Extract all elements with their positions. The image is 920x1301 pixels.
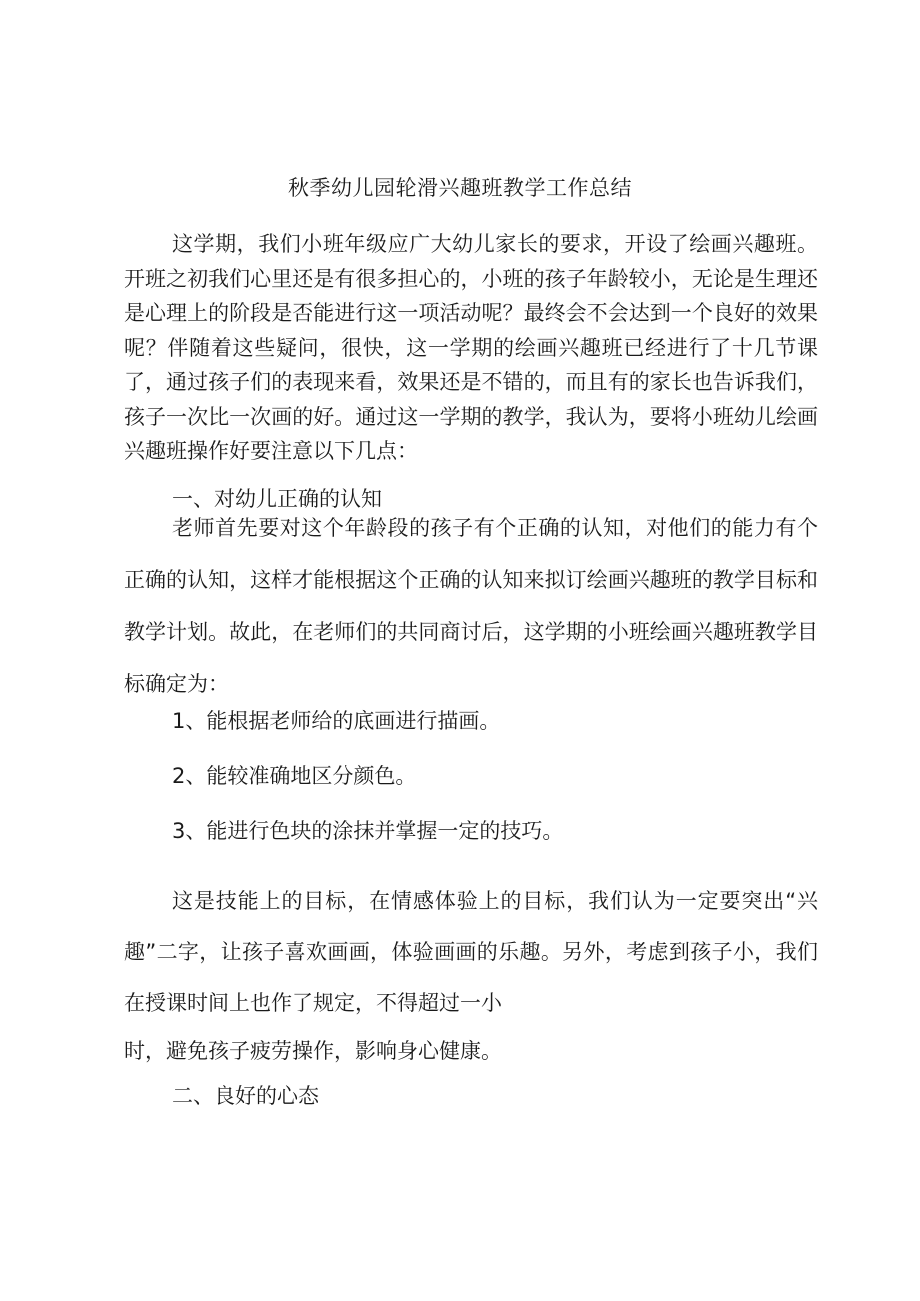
document-title: 秋季幼儿园轮滑兴趣班教学工作总结 xyxy=(288,176,632,200)
section-1-paragraph: 老师首先要对这个年龄段的孩子有个正确的认知，对他们的能力有个正确的认知，这样才能根据这个正确的认知来拟订绘画兴趣班的教学目标和教学计划。故此，在老师们的共同商讨后，这学期的小班绘画兴趣班教学目标确定为： xyxy=(124,516,818,696)
section-heading-1: 一、对幼儿正确的认知 xyxy=(172,487,382,511)
goal-item-2: 2、能较准确地区分颜色。 xyxy=(172,764,417,788)
goal-item-1: 1、能根据老师给的底画进行描画。 xyxy=(172,709,501,733)
section-heading-2: 二、良好的心态 xyxy=(172,1084,319,1108)
section-1-followup-tail: 时，避免孩子疲劳操作，影响身心健康。 xyxy=(124,1039,502,1063)
goal-item-3: 3、能进行色块的涂抹并掌握一定的技巧。 xyxy=(172,819,564,843)
section-1-followup-paragraph: 这是技能上的目标，在情感体验上的目标，我们认为一定要突出“兴趣”二字，让孩子喜欢画画，体验画画的乐趣。另外，考虑到孩子小，我们在授课时间上也作了规定，不得超过一小 xyxy=(124,889,818,1015)
intro-paragraph: 这学期，我们小班年级应广大幼儿家长的要求，开设了绘画兴趣班。开班之初我们心里还是有很多担心的，小班的孩子年龄较小，无论是生理还是心理上的阶段是否能进行这一项活动呢？最终会不会达到一个良好的效果呢？伴随着这些疑问，很快，这一学期的绘画兴趣班已经进行了十几节课了，通过孩子们的表现来看，效果还是不错的，而且有的家长也告诉我们，孩子一次比一次画的好。通过这一学期的教学，我认为，要将小班幼儿绘画兴趣班操作好要注意以下几点： xyxy=(124,232,818,463)
